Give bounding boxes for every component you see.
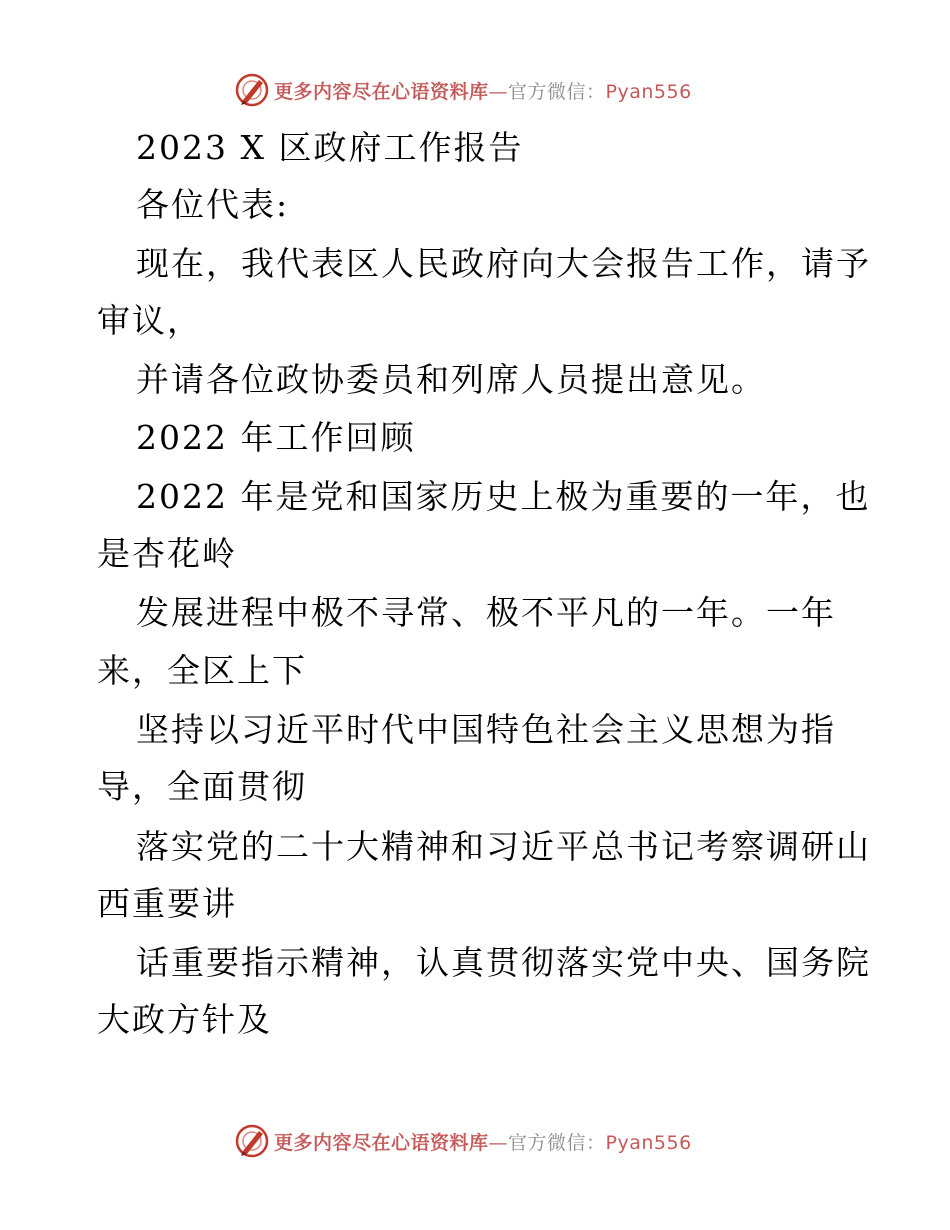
paragraph-line: 西重要讲 <box>97 884 237 923</box>
paragraph-line: 来，全区上下 <box>97 651 307 690</box>
section-heading: 2022 年工作回顾 <box>136 418 416 457</box>
watermark-text: 更多内容尽在心语资料库—官方微信：Pyan556 <box>274 1131 692 1154</box>
paragraph-line: 坚持以习近平时代中国特色社会主义思想为指 <box>136 710 836 749</box>
document-title: 2023 X 区政府工作报告 <box>136 128 524 167</box>
paragraph-line: 是杏花岭 <box>97 534 237 573</box>
paragraph-line: 导，全面贯彻 <box>97 767 307 806</box>
footer-watermark <box>234 1121 692 1161</box>
paragraph-line: 话重要指示精神，认真贯彻落实党中央、国务院 <box>136 943 871 982</box>
salutation: 各位代表: <box>136 185 290 224</box>
header-watermark <box>234 70 692 110</box>
paragraph-line: 落实党的二十大精神和习近平总书记考察调研山 <box>136 827 871 866</box>
paragraph-line: 审议， <box>97 301 202 340</box>
watermark-text: 更多内容尽在心语资料库—官方微信：Pyan556 <box>274 80 692 103</box>
paragraph-line: 现在，我代表区人民政府向大会报告工作，请予 <box>136 244 871 283</box>
pen-logo-icon <box>234 1123 270 1159</box>
paragraph-line: 并请各位政协委员和列席人员提出意见。 <box>136 360 766 399</box>
paragraph-line: 2022 年是党和国家历史上极为重要的一年，也 <box>136 477 871 516</box>
paragraph-line: 发展进程中极不寻常、极不平凡的一年。一年 <box>136 593 836 632</box>
pen-logo-icon <box>234 72 270 108</box>
paragraph-line: 大政方针及 <box>97 1000 272 1039</box>
